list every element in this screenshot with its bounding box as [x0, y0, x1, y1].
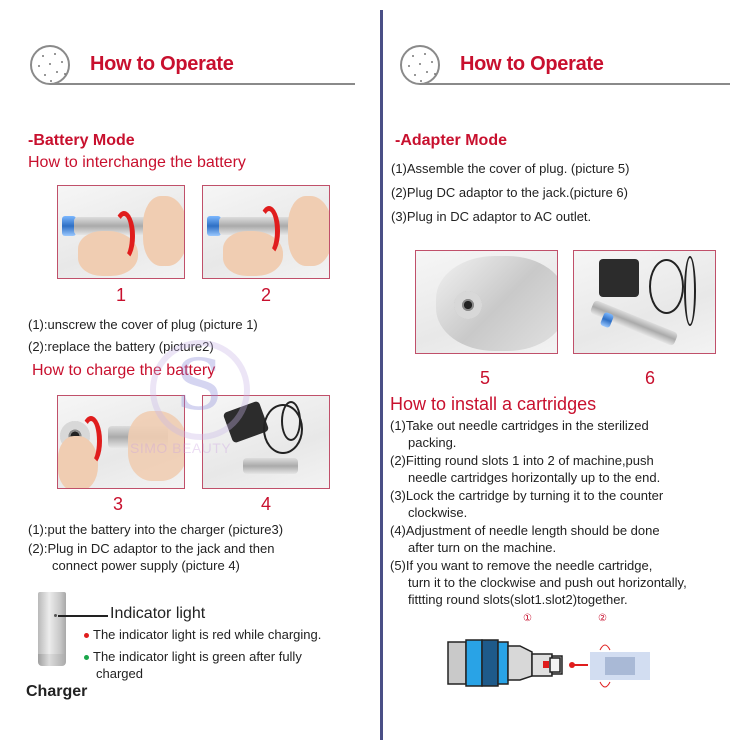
center-divider [380, 10, 383, 740]
header-underline [420, 83, 730, 85]
red-bullet-icon [84, 633, 89, 638]
picture-3 [57, 395, 185, 489]
interchange-step-2: (2):replace the battery (picture2) [28, 339, 214, 354]
cartridge-diagram [440, 610, 670, 700]
green-light-note-cont: charged [96, 666, 143, 681]
picture-6 [573, 250, 716, 354]
install-title: How to install a cartridges [390, 394, 597, 414]
section-header [400, 45, 730, 105]
picture-4-number: 4 [260, 494, 271, 514]
battery-mode-title: -Battery Mode [28, 132, 135, 149]
picture-2 [202, 185, 330, 279]
section-title: How to Operate [90, 53, 234, 75]
interchange-title: How to interchange the battery [28, 154, 246, 171]
adapter-mode-title: -Adapter Mode [395, 132, 507, 149]
charger-label: Charger [26, 683, 88, 700]
charge-step-2: (2):Plug in DC adaptor to the jack and then [28, 541, 275, 556]
dotted-circle-icon [30, 45, 70, 85]
picture-1-number: 1 [115, 285, 126, 305]
picture-5-number: 5 [479, 368, 490, 388]
charge-step-2-cont: connect power supply (picture 4) [52, 558, 240, 573]
section-title: How to Operate [460, 53, 604, 75]
picture-4 [202, 395, 330, 489]
picture-3-number: 3 [112, 494, 123, 514]
charger-image [38, 592, 66, 654]
slot-2-marker: ② [598, 613, 607, 624]
green-light-note: The indicator light is green after fully [84, 648, 302, 665]
charge-title: How to charge the battery [32, 362, 216, 379]
charger-base [38, 654, 66, 666]
section-header [30, 45, 355, 105]
install-step-3: (3)Lock the cartridge by turning it to the counter clockwise. [390, 488, 664, 520]
adapter-step-2: (2)Plug DC adaptor to the jack.(picture 6) [391, 185, 628, 200]
picture-6-number: 6 [644, 368, 655, 388]
picture-2-number: 2 [260, 285, 271, 305]
install-step-1: (1)Take out needle cartridges in the sterilized packing. [390, 418, 649, 450]
slot-1-marker: ① [523, 613, 532, 624]
interchange-step-1: (1):unscrew the cover of plug (picture 1) [28, 317, 258, 332]
picture-5 [415, 250, 558, 354]
charge-step-1: (1):put the battery into the charger (picture3) [28, 522, 284, 537]
watermark-logo: S SIMO BEAUTY [140, 320, 260, 470]
pen-cartridge-illustration [440, 610, 670, 700]
header-underline [50, 83, 355, 85]
install-step-2: (2)Fitting round slots 1 into 2 of machine,push needle cartridges horizontally up to the end. [390, 453, 661, 485]
dotted-circle-icon [400, 45, 440, 85]
indicator-light-dot [54, 614, 57, 617]
red-light-note: The indicator light is red while charging. [84, 626, 321, 643]
picture-1 [57, 185, 185, 279]
install-step-5: (5)If you want to remove the needle cartridge, turn it to the clockwise and push out horizontally, fittting round slots(slot1.slot2)together. [390, 558, 687, 607]
adapter-step-1: (1)Assemble the cover of plug. (picture 5) [391, 161, 630, 176]
green-bullet-icon [84, 655, 89, 660]
adapter-step-3: (3)Plug in DC adaptor to AC outlet. [391, 209, 592, 224]
indicator-pointer-line [58, 615, 108, 617]
install-step-4: (4)Adjustment of needle length should be done after turn on the machine. [390, 523, 660, 555]
indicator-light-label: Indicator light [110, 605, 206, 622]
